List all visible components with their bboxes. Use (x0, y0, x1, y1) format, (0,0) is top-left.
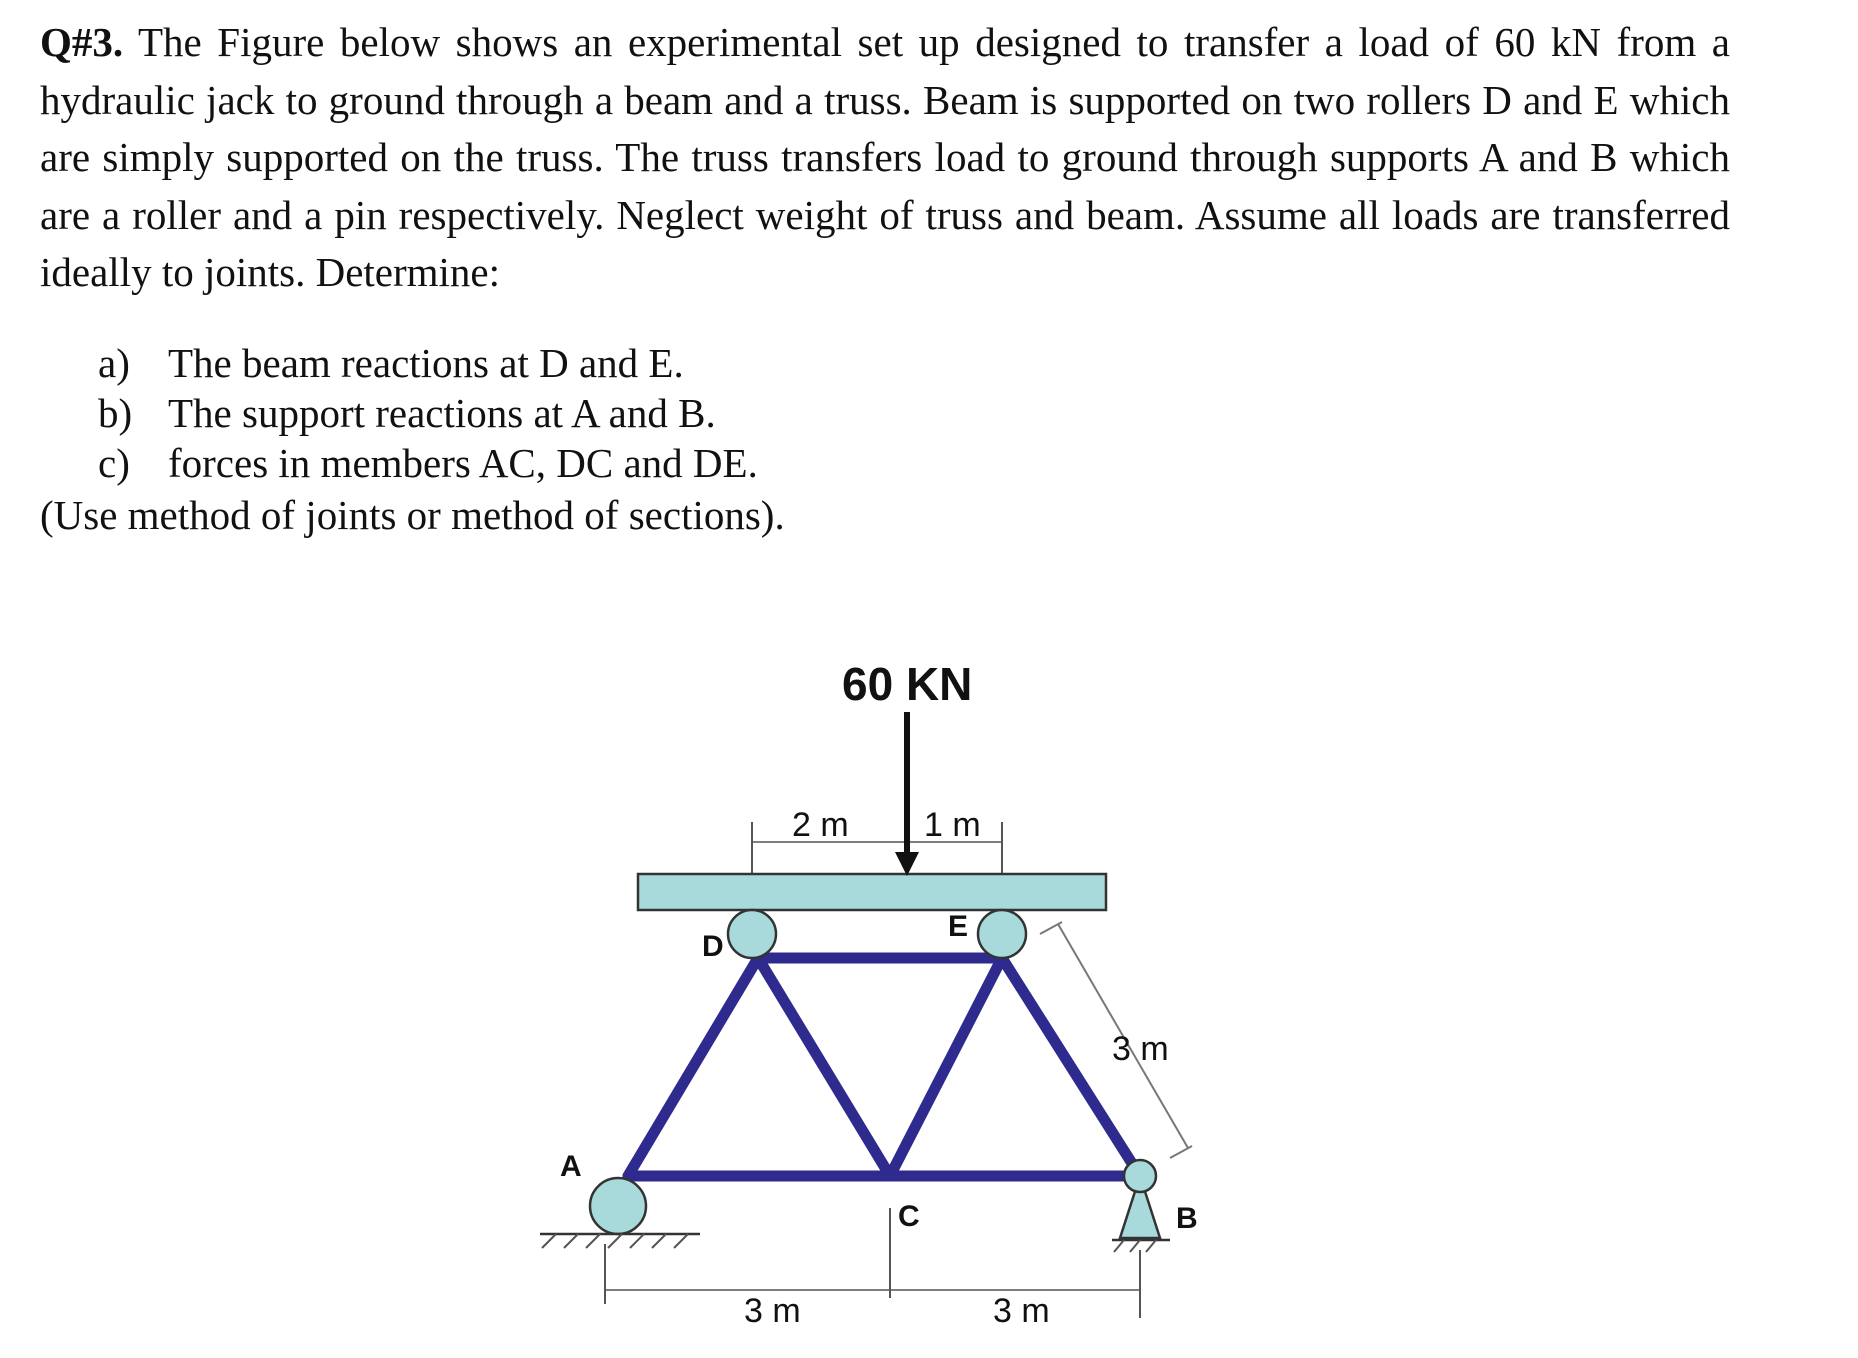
dim-label-bottom-left-3m: 3 m (744, 1292, 801, 1330)
side-dimension-tick (1170, 1146, 1192, 1158)
member-ad (628, 958, 758, 1176)
dim-label-2m: 2 m (792, 806, 849, 844)
side-dimension-tick (1040, 922, 1062, 934)
ground-hatching-b (1114, 1240, 1156, 1252)
node-label-a: A (560, 1150, 582, 1183)
node-label-e: E (948, 910, 969, 943)
ground-hatching-a (542, 1234, 688, 1248)
part-marker: b) (98, 390, 133, 436)
member-ce (890, 958, 1002, 1176)
question-number: Q#3. (40, 19, 124, 65)
dim-label-bottom-right-3m: 3 m (993, 1292, 1050, 1330)
dim-label-side-3m: 3 m (1112, 1030, 1169, 1068)
part-marker: c) (98, 440, 130, 486)
roller-d (728, 910, 776, 958)
node-label-d: D (702, 930, 724, 963)
member-dc (758, 958, 890, 1176)
pin-b-joint (1124, 1160, 1156, 1192)
load-label: 60 KN (842, 658, 973, 710)
part-marker: a) (98, 340, 130, 386)
node-label-b: B (1176, 1202, 1198, 1235)
load-arrow-head (895, 852, 919, 876)
truss-members (628, 958, 1140, 1176)
part-text: forces in members AC, DC and DE. (168, 440, 758, 486)
roller-e (978, 910, 1026, 958)
roller-support-a (590, 1178, 646, 1234)
beam (638, 874, 1106, 910)
node-label-c: C (898, 1200, 920, 1233)
dim-label-1m: 1 m (924, 806, 981, 844)
method-note: (Use method of joints or method of sections). (40, 492, 785, 538)
part-text: The beam reactions at D and E. (168, 340, 684, 386)
question-text: The Figure below shows an experimental set up designed to transfer a load of 60 kN from a hydraulic jack to ground through a beam and a truss. Beam is supported on two rollers D and E which are simply supported on the truss. The truss transfers load to ground through supports A and B which are a roller and a pin respectively. Neglect weight of truss and beam. Assume all loads are transferred ideally to joints. Determine: (40, 19, 1730, 295)
part-text: The support reactions at A and B. (168, 390, 716, 436)
